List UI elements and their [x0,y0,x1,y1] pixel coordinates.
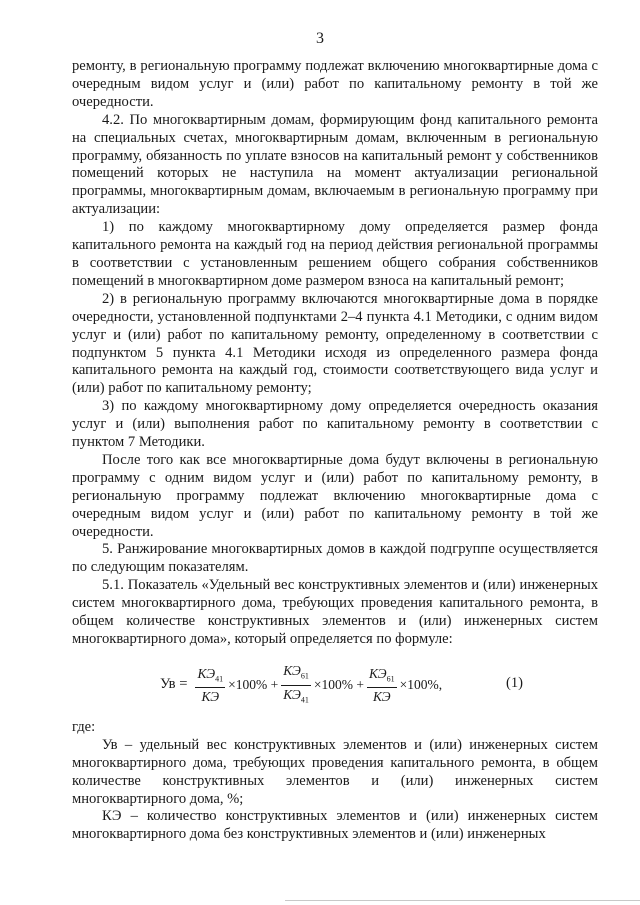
definition-uv: Ув – удельный вес конструктивных элементов и (или) инженерных систем многоквартирного дома, требующих проведения капитального ремонта, в общем количестве конструктивных элементов и (или) инженерных систем многоквартирного дома, %; [72,736,598,807]
formula-row [72,657,598,713]
paragraph-continuation: ремонту, в региональную программу подлежат включению многоквартирные дома с очередным видом услуг и (или) работ по капитальному ремонту в той же очередности. [72,58,598,110]
fraction-2-denominator: $КЭ_{41}$ [283,686,309,705]
paragraph-item-2: 2) в региональную программу включаются многоквартирные дома в порядке очередности, установленной подпунктами 2–4 пункта 4.1 Методики, с одним видом услуг и (или) работ по капитальному ремонту, определенному в соответствии с подпунктом 5 пункта 4.1 Методики исходя из определенного размера фонда капитального ремонта на каждый год, стоимости соответствующего вида услуг и (или) работ по капитальному ремонту; [72,290,598,397]
paragraph-5-1: 5.1. Показатель «Удельный вес конструктивных элементов и (или) инженерных систем многоквартирного дома, требующих проведения капитального ремонта, в общем количестве конструктивных элементов и (или) инженерных систем многоквартирного дома», который определяется по формуле: [72,577,598,647]
formula-term-1-tail: ×100% + [228,677,279,693]
formula [160,663,443,707]
fraction-3-numerator: $КЭ_{61}$ [367,666,397,689]
page-number: 3 [316,30,324,47]
formula-number: (1) [505,674,523,691]
paragraph-item-3: 3) по каждому многоквартирному дому определяется очередность оказания услуг и (или) выполнения работ по капитальному ремонту в соответствии с пунктом 7 Методики. [72,398,598,451]
paragraph-4-2: 4.2. По многоквартирным домам, формирующим фонд капитального ремонта на специальных счетах, многоквартирным домам, включенным в региональную программу, обязанность по уплате взносов на капитальный ремонт у собственников помещений которых не наступила на момент актуализации региональной программы, многоквартирным домам, включаемым в региональную программу при актуализации: [72,111,598,218]
paragraph-5: 5. Ранжирование многоквартирных домов в каждой подгруппе осуществляется по следующим показателям. [72,541,598,576]
fraction-1-numerator: $КЭ_{41}$ [195,666,225,689]
paragraph-after-inclusion: После того как все многоквартирные дома будут включены в региональную программу с одним видом услуг и (или) работ по капитальному ремонту, в региональную программу подлежат включению многоквартирные дома с очередным видом услуг и (или) работ по капитальному ремонту в той же очередности. [72,451,598,540]
fraction-1-denominator: КЭ [201,689,220,705]
formula-fraction-2 [281,663,311,707]
fraction-2-numerator: $КЭ_{61}$ [281,663,311,686]
formula-term-2-tail: ×100% + [313,677,364,693]
formula-fraction-1 [195,666,225,705]
formula-fraction-3 [367,666,397,705]
document-body [72,58,598,844]
scan-edge-line [285,900,640,901]
definition-ke: КЭ – количество конструктивных элементов и (или) инженерных систем многоквартирного дома без конструктивных элементов и (или) инженерных [72,808,598,843]
formula-term-3-tail: ×100%, [399,677,443,693]
paragraph-item-1: 1) по каждому многоквартирному дому определяется размер фонда капитального ремонта на каждый год на период действия региональной программы в соответствии с установленным решением общего собрания собственников помещений в многоквартирном доме размером взноса на капитальный ремонт; [72,219,598,289]
where-label: где: [72,718,96,735]
formula-lhs: Ув = [160,676,188,693]
fraction-3-denominator: КЭ [372,689,391,705]
